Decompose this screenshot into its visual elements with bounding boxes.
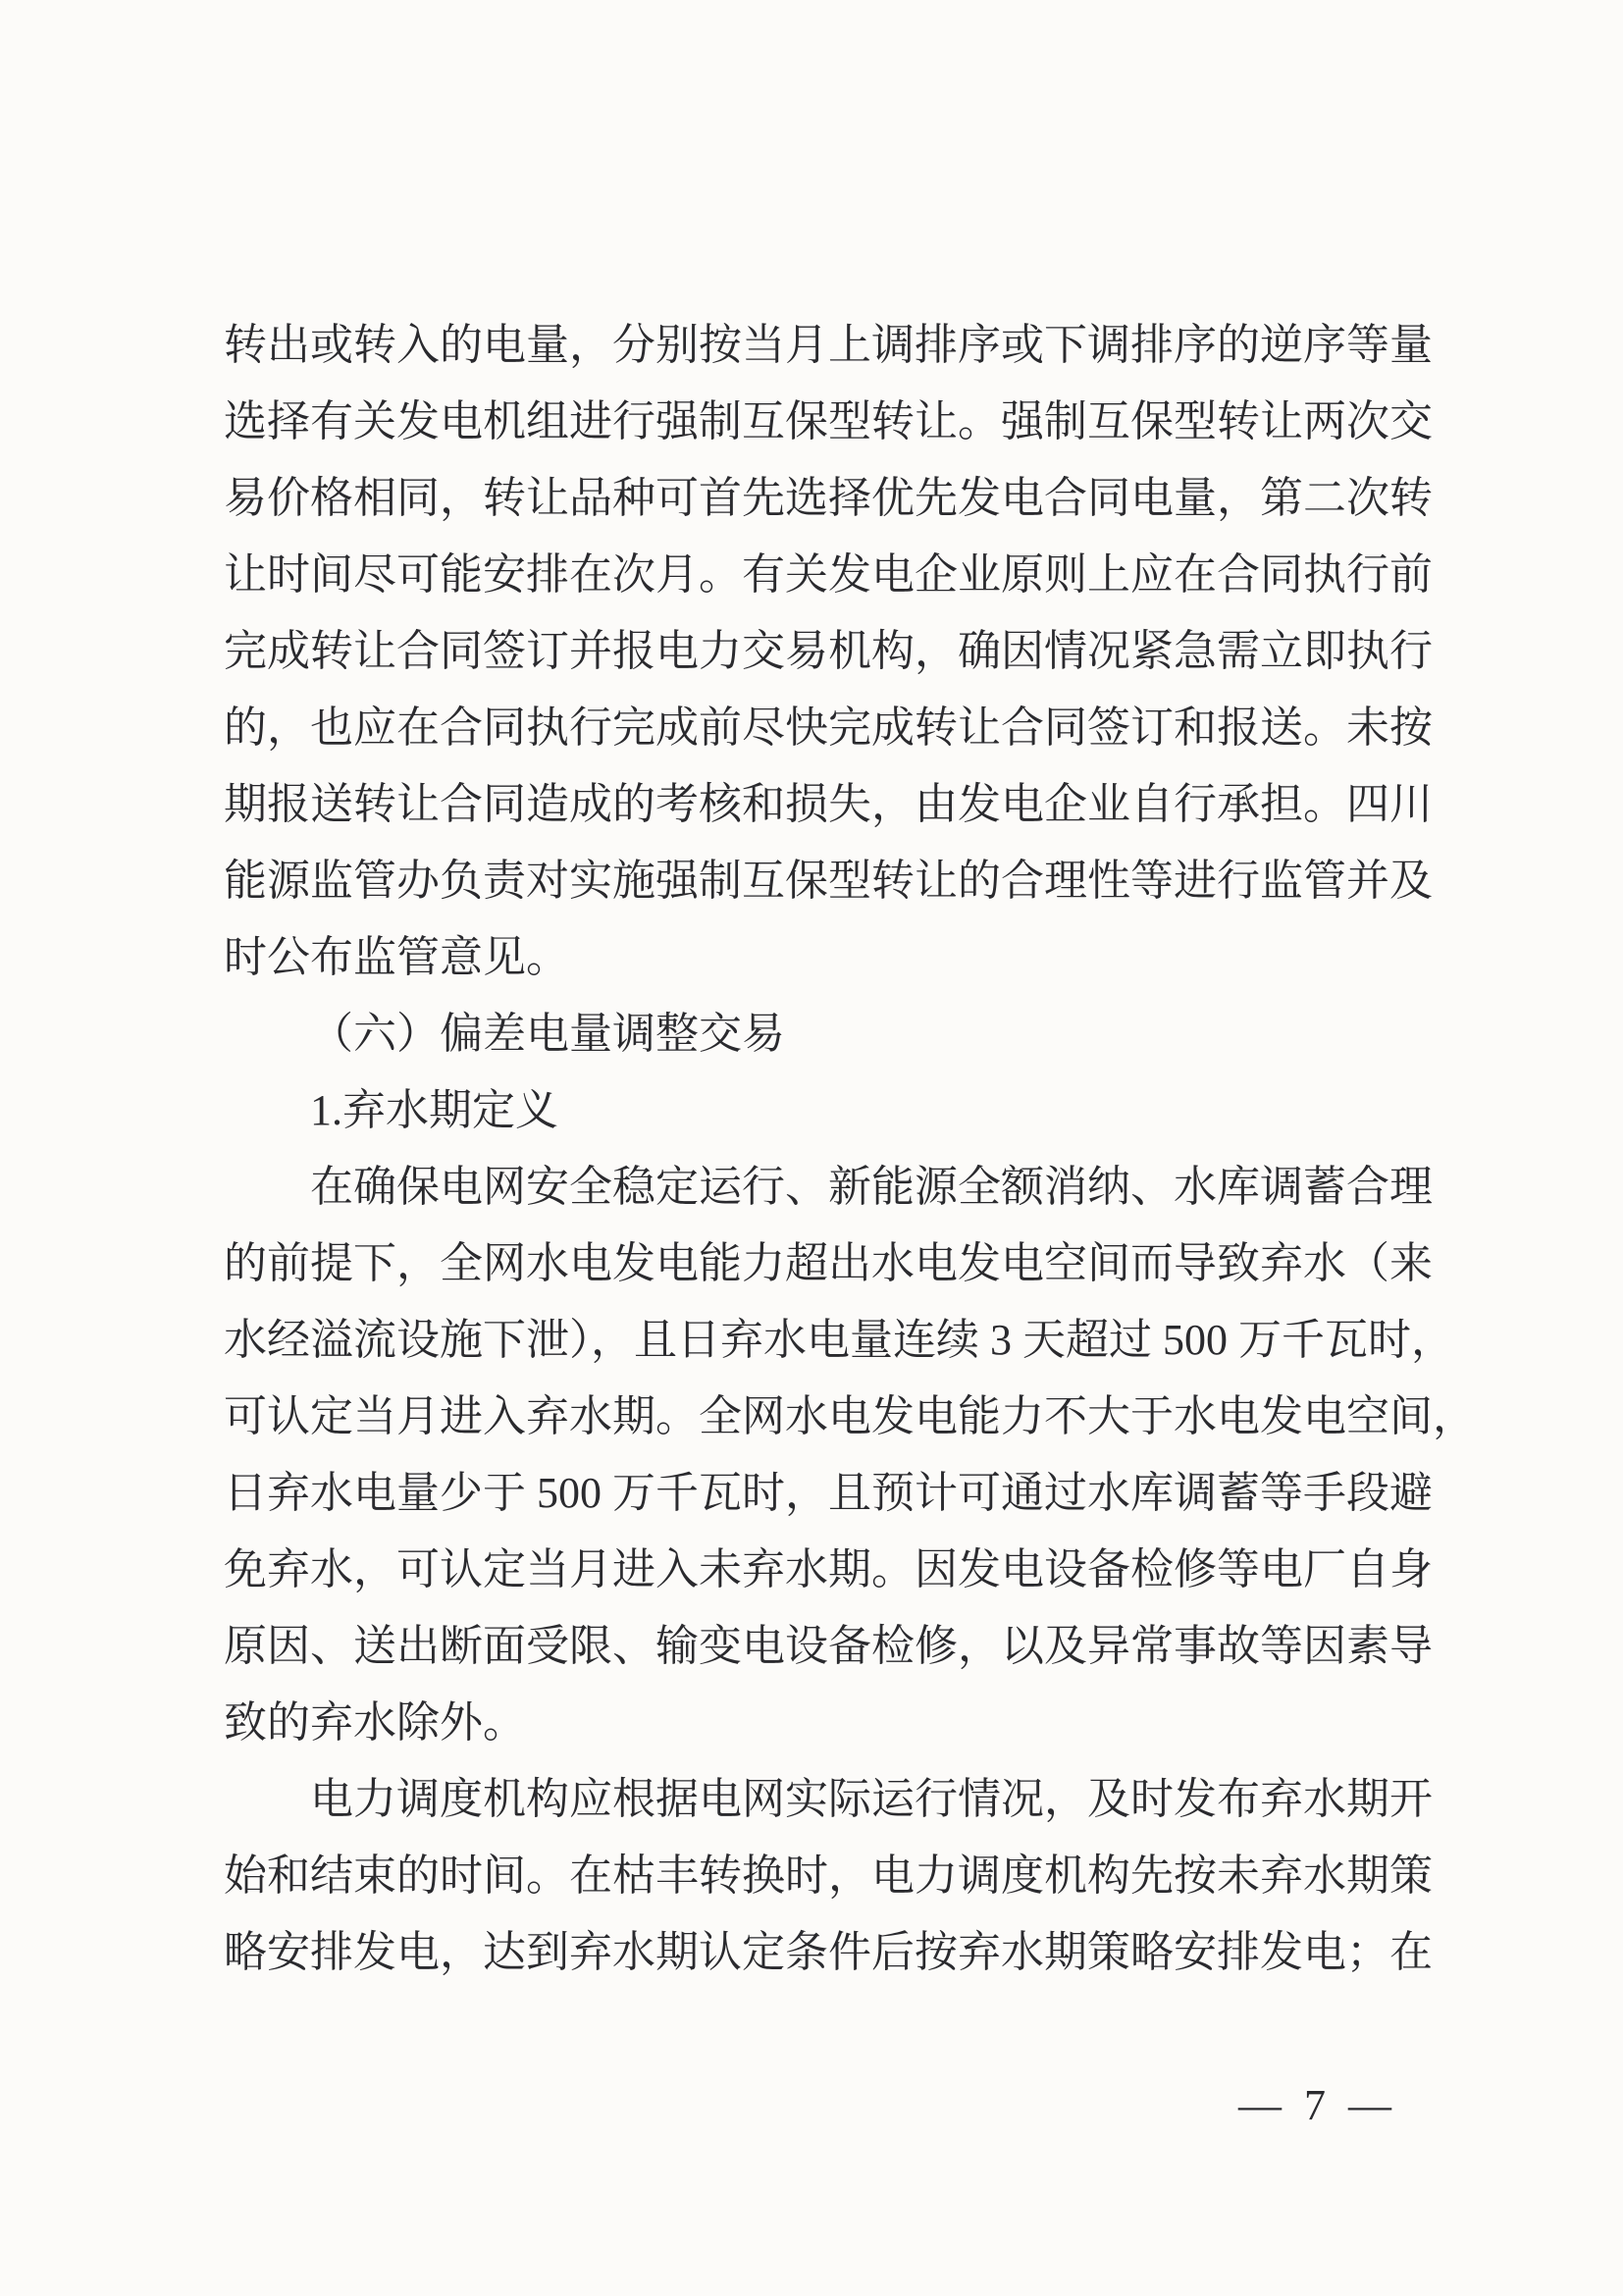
text-line: 始和结束的时间。在枯丰转换时，电力调度机构先按未弃水期策 [224, 1852, 1433, 1900]
text-line: 的，也应在合同执行完成前尽快完成转让合同签订和报送。未按 [224, 704, 1433, 752]
text-line: 可认定当月进入弃水期。全网水电发电能力不大于水电发电空间， [224, 1392, 1476, 1440]
text-line: 原因、送出断面受限、输变电设备检修，以及异常事故等因素导 [224, 1622, 1433, 1670]
text-line: 完成转让合同签订并报电力交易机构，确因情况紧急需立即执行 [224, 627, 1433, 675]
text-line: 水经溢流设施下泄），且日弃水电量连续 3 天超过 500 万千瓦时， [224, 1316, 1454, 1364]
text-line: 日弃水电量少于 500 万千瓦时，且预计可通过水库调蓄等手段避 [224, 1469, 1433, 1517]
text-line: 转出或转入的电量，分别按当月上调排序或下调排序的逆序等量 [224, 321, 1433, 369]
text-line: 能源监管办负责对实施强制互保型转让的合理性等进行监管并及 [224, 857, 1433, 905]
text-line: 期报送转让合同造成的考核和损失，由发电企业自行承担。四川 [224, 780, 1433, 828]
text-line: 在确保电网安全稳定运行、新能源全额消纳、水库调蓄合理 [310, 1163, 1433, 1211]
body-text [224, 307, 1476, 1991]
page-number: — 7 — [1238, 2081, 1397, 2129]
text-line: 略安排发电，达到弃水期认定条件后按弃水期策略安排发电；在 [224, 1928, 1433, 1976]
text-line: 让时间尽可能安排在次月。有关发电企业原则上应在合同执行前 [224, 550, 1433, 599]
subsection-heading: 1.弃水期定义 [310, 1086, 558, 1134]
text-line: 免弃水，可认定当月进入未弃水期。因发电设备检修等电厂自身 [224, 1545, 1433, 1593]
text-line: 致的弃水除外。 [224, 1698, 526, 1747]
text-line: 电力调度机构应根据电网实际运行情况，及时发布弃水期开 [310, 1775, 1433, 1823]
text-line: 选择有关发电机组进行强制互保型转让。强制互保型转让两次交 [224, 397, 1433, 445]
text-line: 时公布监管意见。 [224, 933, 569, 981]
section-heading: （六）偏差电量调整交易 [310, 1010, 785, 1058]
text-line: 易价格相同，转让品种可首先选择优先发电合同电量，第二次转 [224, 474, 1433, 522]
text-line: 的前提下，全网水电发电能力超出水电发电空间而导致弃水（来 [224, 1239, 1433, 1287]
